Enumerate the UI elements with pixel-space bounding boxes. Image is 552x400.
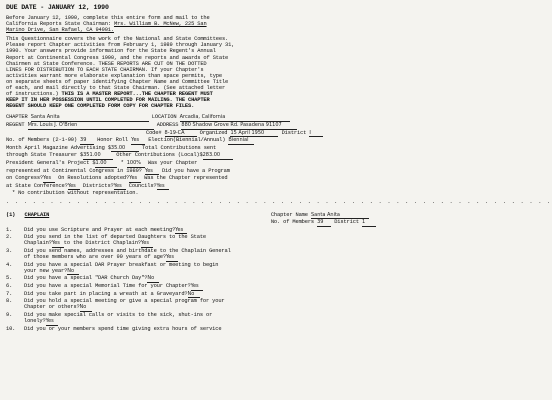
question-text: Did you send names, addresses and birthdate to the Chaplain General [24, 248, 231, 254]
question-continuation [6, 240, 394, 248]
question-continuation [6, 254, 394, 262]
question-answer-field[interactable]: No [147, 276, 159, 283]
para-line: Please report Chapter activities from February 1, 1989 through January 31, [6, 42, 235, 49]
instructions-paragraph [6, 36, 394, 109]
question-text: Did you have a special Memorial Time for your Chapter? [24, 282, 191, 289]
question-number: 1. [6, 226, 13, 233]
question-answer-field[interactable]: Yes [175, 228, 187, 235]
address-label: ADDRESS [156, 122, 179, 128]
chapter-name-field[interactable]: Santa Anita [31, 115, 149, 122]
question-text: Did you take part in placing a wreath at a Graveyard? [24, 290, 188, 297]
code-organized-row [6, 130, 394, 138]
congress-represented-field[interactable]: Yes [145, 169, 159, 176]
councils-field[interactable]: Yes [157, 184, 169, 191]
question-number: 2. [6, 234, 13, 241]
question-answer-field[interactable]: Yes [141, 241, 153, 248]
asterisk: * [120, 159, 124, 166]
address-field[interactable]: 880 Shadow Grove Rd. Pasadena 91107 [181, 123, 297, 130]
state-chairman-address: Mrs. William B. McNew, 225 San [113, 21, 207, 28]
question-answer-field[interactable]: No [80, 305, 92, 312]
question-text: Did you have a special DAR Prayer breakfast or meeting to begin [24, 261, 219, 268]
question-item [6, 291, 394, 299]
question-number: 9. [6, 311, 13, 318]
chaplain-section-header: (1) CHAPLAIN Chapter Name Santa Anita No. of Members 39 District 1 [6, 212, 394, 227]
chapter-label: CHAPTER [6, 114, 28, 121]
question-number: 5. [6, 275, 13, 282]
question-item [6, 227, 394, 235]
para-line: activities warrant more elaborate explanation than space permits, type [6, 72, 222, 79]
district-label: District [281, 129, 307, 136]
resolutions-field[interactable]: Yes [129, 176, 141, 183]
question-answer-field[interactable]: No [67, 269, 79, 276]
question-item [6, 326, 394, 332]
question-text: Did you hold a special meeting or give a special program for your [24, 298, 225, 305]
question-answer-field[interactable]: Yes [191, 284, 203, 291]
question-answer-field[interactable]: No [188, 292, 200, 299]
project-row: President General's Project $1.00 * 100% Was your Chapter [6, 159, 198, 166]
para-line: This Questionnaire covers the work of the National and State Committees. [6, 36, 229, 43]
location-field[interactable]: Arcadia, California [180, 115, 290, 122]
question-text: to the District Chaplain? [63, 240, 141, 247]
question-text: Did you or your members spend time giving extra hours of service [24, 325, 222, 332]
district-field[interactable]: I [309, 131, 323, 138]
project-amount-field[interactable]: 1.00 [95, 161, 117, 168]
question-text: Chapter or others? [24, 304, 80, 311]
question-number: 6. [6, 282, 13, 289]
question-text: your new year? [24, 267, 68, 274]
regent-label: REGENT [6, 122, 25, 128]
para-line: of instructions.) THIS IS A MASTER REPORT...THE CHAPTER REGENT MUST [6, 91, 213, 98]
chapter-location-row [6, 114, 394, 122]
question-text: of those members who are over 90 years of age? [24, 254, 166, 261]
intro-line-2: California Reports State Chairman: Mrs. William B. McNew, 225 San [6, 21, 207, 28]
question-number: 7. [6, 290, 13, 297]
local-contributions-field[interactable]: 283.00 [203, 153, 233, 160]
section-members-field[interactable]: 39 [317, 220, 331, 227]
para-line: Chairmen at State Conference. THESE REPORTS ARE CUT ON THE DOTTED [6, 60, 207, 67]
treasurer-row: through State Treasurer $351.00 Other Contributions (Local)$283.00 [6, 152, 394, 160]
section-number: (1) [6, 211, 16, 218]
question-text: Did you have a special "DAR Church Day"? [24, 275, 148, 282]
members-row: No. of Members (2-1-90) 39 Honor Roll Yes Election(Biennial/Annual) Biennial [6, 137, 394, 145]
section-district-field[interactable]: 1 [362, 220, 376, 227]
state-conference-row: at State Conference?Yes Districts?Yes Councils?Yes [6, 183, 394, 191]
question-continuation [6, 304, 394, 312]
para-line: of each, and mail directly to that State Chairman. (See attached letter [6, 85, 226, 92]
question-number: 10. [6, 325, 16, 332]
honor-roll-field[interactable]: Yes [131, 138, 145, 145]
question-number: 8. [6, 298, 13, 305]
question-item [6, 275, 394, 283]
cut-line-dotted: . . . . . . . . . . . . . . . . . . . . . . . . . . . . . . . . . . . . . . . . . . . . . . . . . . . . . . . . . . . . . . [6, 199, 552, 206]
question-text: lonely? [24, 317, 46, 324]
organized-field[interactable]: 15 April 1950 [230, 131, 278, 138]
state-conference-field[interactable]: Yes [68, 184, 80, 191]
question-answer-field[interactable]: Yes [46, 319, 58, 326]
section-chapter-name-field[interactable]: Santa Anita [311, 213, 369, 220]
para-line: Report at Continental Congress 1990, and the reports and awards of State [6, 54, 229, 61]
organized-label: Organized [199, 129, 228, 136]
code-field[interactable]: 8-19-CA [165, 131, 197, 138]
intro-line-3: Marino Drive, San Rafael, CA 94901. [6, 27, 114, 34]
resolutions-row: on Congress?Yes On Resolutions adopted?Yes Was the Chapter represented [6, 175, 228, 182]
regent-field[interactable]: Mrs. Louis J. O'Brien [28, 123, 154, 130]
state-treasurer-field[interactable]: 351.00 [83, 153, 113, 160]
question-text: Did you send in the list of departed Daughters to the State [24, 234, 207, 241]
members-count-field[interactable]: 39 [80, 138, 94, 145]
question-continuation [6, 268, 394, 276]
para-line: LINES FOR DISTRIBUTION TO EACH STATE CHAIRMAN. If your Chapter's [6, 66, 204, 73]
para-line: on separate sheets of paper identifying Chapter Name and Committee Title [6, 78, 229, 85]
magazine-advertising-field[interactable]: 35.00 [111, 146, 139, 153]
regent-address-row [6, 122, 394, 130]
election-field[interactable]: Biennial [228, 138, 254, 145]
para-line: KEEP IT IN HER POSSESSION UNTIL COMPLETED FOR MAILING. THE CHAPTER [6, 97, 210, 104]
due-date-heading: DUE DATE - JANUARY 12, 1990 [6, 4, 109, 11]
chaplain-questions [6, 227, 394, 332]
program-congress-field[interactable]: Yes [43, 176, 55, 183]
question-text: Did you make special calls or visits to the sick, shut-ins or [24, 311, 213, 318]
congress-row: represented at Continental Congress in 1989? Yes Did you have a Program [6, 167, 230, 174]
question-continuation [6, 318, 394, 326]
code-label: Code# [146, 129, 162, 136]
para-line: 1990. Your answers provide information for the State Regent's Annual [6, 48, 216, 55]
footnote: * No contribution without representation. [12, 190, 139, 197]
question-text: Chaplain? [24, 240, 52, 247]
question-number: 4. [6, 261, 13, 268]
para-line: REGENT SHOULD KEEP ONE COMPLETED FORM COPY FOR CHAPTER FILES. [6, 103, 195, 110]
magazine-row: Month April Magazine Advertising $35.00 Total Contributions sent [6, 144, 217, 151]
question-number: 3. [6, 248, 13, 254]
intro-line-1: Before January 12, 1990, complete this entire form and mail to the [6, 15, 210, 21]
location-label: LOCATION [151, 114, 177, 121]
question-answer-field[interactable]: Yes [166, 255, 178, 262]
question-item [6, 283, 394, 291]
question-text: Did you use Scripture and Prayer at each meeting? [24, 226, 176, 233]
question-answer-field[interactable]: Yes [52, 241, 64, 248]
section-title: CHAPLAIN [24, 211, 50, 218]
project-percent-field[interactable]: 100% [127, 161, 145, 168]
master-report-notice: THIS IS A MASTER REPORT...THE CHAPTER REGENT MUST [61, 91, 213, 98]
districts-field[interactable]: Yes [114, 184, 126, 191]
